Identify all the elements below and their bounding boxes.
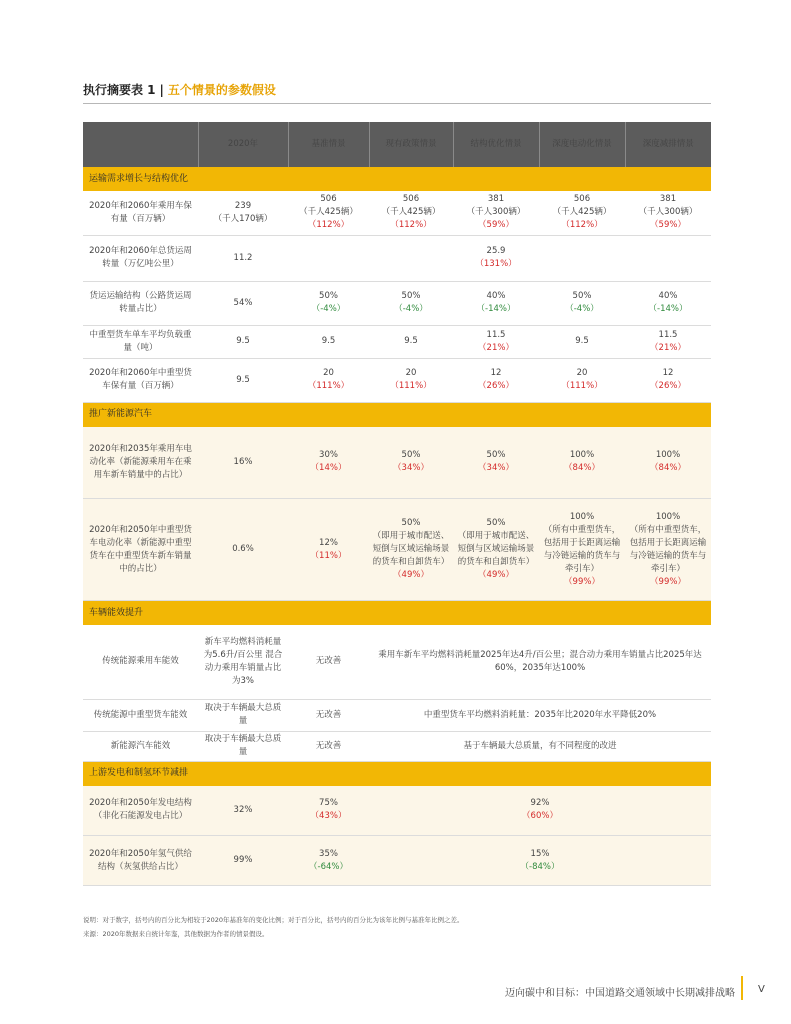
cell: 381 （千人300辆） （59%）: [453, 191, 539, 235]
cell-2020: 16%: [198, 427, 288, 499]
cell: 40% （-14%）: [625, 281, 711, 325]
cell: 75% （43%）: [288, 786, 369, 836]
cell-2020: 11.2: [198, 235, 288, 281]
cell-2020: 32%: [198, 786, 288, 836]
cell: 50% （34%）: [453, 427, 539, 499]
footer-bar: [741, 976, 743, 1000]
section-row: 运输需求增长与结构优化: [83, 167, 711, 191]
cell-2020: 99%: [198, 836, 288, 886]
row-label: 新能源汽车能效: [83, 731, 198, 761]
row-label: 2020年和2060年乘用车保有量（百万辆）: [83, 191, 198, 235]
col-header-deep-reduction: 深度减排情景: [625, 122, 711, 167]
row-label: 传统能源乘用车能效: [83, 625, 198, 699]
cell: 20 （111%）: [288, 358, 369, 402]
cell: 100% （所有中重型货车，包括用于长距离运输与冷链运输的货车与牵引车） （99%）: [539, 499, 625, 601]
row-label: 2020年和2050年中重型货车电动化率（新能源中重型货车在中重型货车新车销量中的占比）: [83, 499, 198, 601]
header-separator: |: [159, 83, 164, 97]
cell: 9.5: [369, 325, 453, 358]
assumptions-table: [83, 122, 711, 886]
col-header-structure: 结构优化情景: [453, 122, 539, 167]
table-title: 五个情景的参数假设: [167, 83, 276, 97]
cell: 100% （所有中重型货车，包括用于长距离运输与冷链运输的货车与牵引车） （99%）: [625, 499, 711, 601]
table-label: 执行摘要表 1: [83, 83, 156, 97]
cell-2020: 239 （千人170辆）: [198, 191, 288, 235]
cell: 50% （-4%）: [288, 281, 369, 325]
col-header-baseline: 基准情景: [288, 122, 369, 167]
cell-merged: 中重型货车平均燃料消耗量：2035年比2020年水平降低20%: [369, 699, 711, 731]
col-header-electrification: 深度电动化情景: [539, 122, 625, 167]
cell: 506 （千人425辆） （112%）: [288, 191, 369, 235]
row-label: 2020年和2050年发电结构（非化石能源发电占比）: [83, 786, 198, 836]
row-label: 传统能源中重型货车能效: [83, 699, 198, 731]
cell: 50% （34%）: [369, 427, 453, 499]
cell: 无改善: [288, 699, 369, 731]
footer-title: 迈向碳中和目标：中国道路交通领域中长期减排战略: [505, 988, 735, 999]
cell-2020: 0.6%: [198, 499, 288, 601]
cell: 506 （千人425辆） （112%）: [369, 191, 453, 235]
row-label: 中重型货车单车平均负载重量（吨）: [83, 325, 198, 358]
row-label: 2020年和2060年中重型货车保有量（百万辆）: [83, 358, 198, 402]
cell: 35% （-64%）: [288, 836, 369, 886]
header-rule: [83, 103, 711, 104]
cell-2020: 新车平均燃料消耗量为5.6升/百公里 混合动力乘用车销量占比为3%: [198, 625, 288, 699]
cell: 12 （26%）: [453, 358, 539, 402]
cell-2020: 9.5: [198, 325, 288, 358]
cell-merged: 15% （-84%）: [369, 836, 711, 886]
table-row: [83, 499, 711, 601]
cell-2020: 9.5: [198, 358, 288, 402]
cell: 9.5: [539, 325, 625, 358]
table-row: [83, 358, 711, 402]
col-header-2020: 2020年: [198, 122, 288, 167]
table-header: [83, 81, 711, 101]
cell-2020: 取决于车辆最大总质量: [198, 731, 288, 761]
row-label: 2020年和2035年乘用车电动化率（新能源乘用车在乘用车新车销量中的占比）: [83, 427, 198, 499]
cell: 25.9 （131%）: [453, 235, 539, 281]
table-row: [83, 731, 711, 761]
cell-2020: 54%: [198, 281, 288, 325]
cell: 9.5: [288, 325, 369, 358]
note-text: 说明：对于数字，括号内的百分比为相较于2020年基准年的变化比例；对于百分比，括号内的百分比为该年比例与基准年比例之差。: [83, 916, 464, 924]
col-header-label: [83, 122, 198, 167]
cell-merged: 92% （60%）: [369, 786, 711, 836]
cell: 20 （111%）: [369, 358, 453, 402]
table-row: [83, 427, 711, 499]
cell: 11.5 （21%）: [625, 325, 711, 358]
cell: 50% （即用于城市配送、短倒与区域运输场景的货车和自卸货车） （49%）: [369, 499, 453, 601]
page-number: V: [758, 984, 765, 995]
row-label: 货运运输结构（公路货运周转量占比）: [83, 281, 198, 325]
cell: 100% （84%）: [625, 427, 711, 499]
cell: 30% （14%）: [288, 427, 369, 499]
cell-2020: 取决于车辆最大总质量: [198, 699, 288, 731]
cell-merged: 乘用车新车平均燃料消耗量2025年达4升/百公里；混合动力乘用车销量占比2025年达60%，2035年达100%: [369, 625, 711, 699]
cell: 506 （千人425辆） （112%）: [539, 191, 625, 235]
cell: 无改善: [288, 731, 369, 761]
section-row: 车辆能效提升: [83, 601, 711, 626]
table-row: [83, 325, 711, 358]
header-row: [83, 122, 711, 167]
cell: 50% （-4%）: [539, 281, 625, 325]
row-label: 2020年和2060年总货运周转量（万亿吨公里）: [83, 235, 198, 281]
source-text: 来源：2020年数据来自统计年鉴，其他数据为作者的情景假设。: [83, 930, 269, 938]
cell: 20 （111%）: [539, 358, 625, 402]
section-row: 推广新能源汽车: [83, 402, 711, 427]
row-label: 2020年和2050年氢气供给结构（灰氢供给占比）: [83, 836, 198, 886]
table-row: [83, 699, 711, 731]
cell: 11.5 （21%）: [453, 325, 539, 358]
cell: 381 （千人300辆） （59%）: [625, 191, 711, 235]
cell: 100% （84%）: [539, 427, 625, 499]
col-header-current-policy: 现有政策情景: [369, 122, 453, 167]
cell: 50% （-4%）: [369, 281, 453, 325]
table-row: [83, 235, 711, 281]
cell: 12 （26%）: [625, 358, 711, 402]
cell: 40% （-14%）: [453, 281, 539, 325]
table-row: [83, 786, 711, 836]
table-row: [83, 281, 711, 325]
section-row: 上游发电和制氢环节减排: [83, 761, 711, 786]
cell: 无改善: [288, 625, 369, 699]
cell-merged: 基于车辆最大总质量，有不同程度的改进: [369, 731, 711, 761]
cell: 50% （即用于城市配送、短倒与区域运输场景的货车和自卸货车） （49%）: [453, 499, 539, 601]
table-row: [83, 191, 711, 235]
cell: 12% （11%）: [288, 499, 369, 601]
table-row: [83, 625, 711, 699]
table-row: [83, 836, 711, 886]
